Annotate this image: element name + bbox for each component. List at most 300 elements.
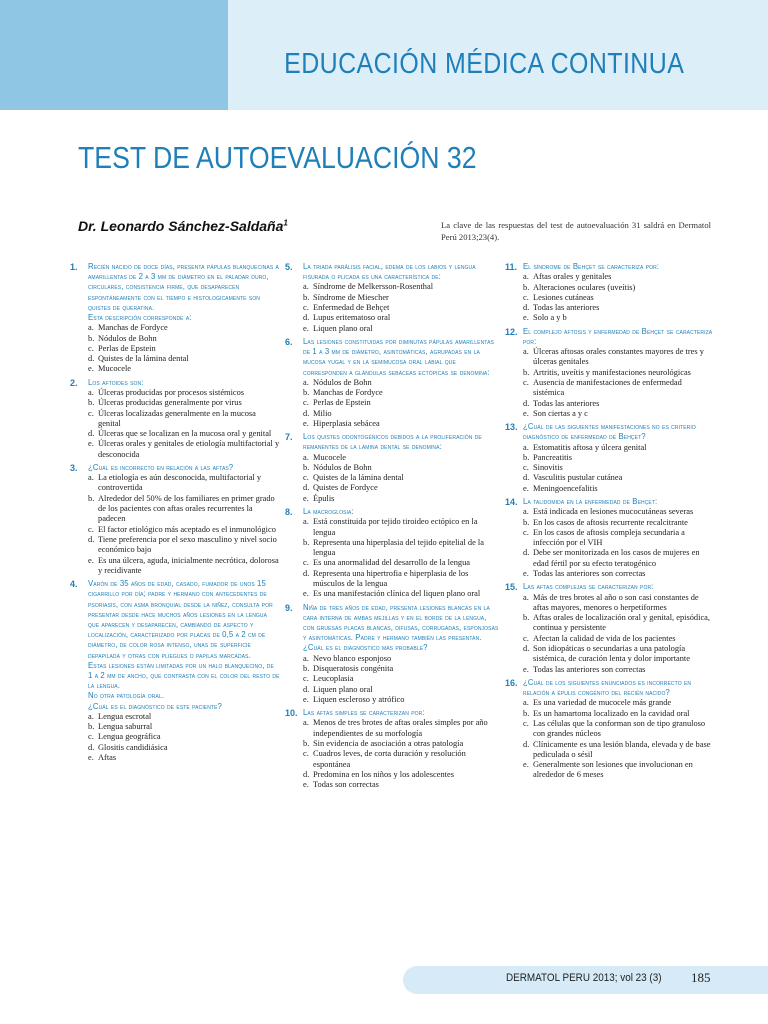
question-1 <box>70 262 280 375</box>
answer-option <box>505 644 715 665</box>
question-text <box>303 432 500 452</box>
option-letter: e. <box>303 323 309 333</box>
answer-option <box>505 453 715 463</box>
question-paragraph: ¿Cuál es incorrecto en relación a las aftas? <box>88 462 234 472</box>
option-text: Lengua geográfica <box>98 732 161 742</box>
question-6 <box>285 337 500 429</box>
question-11 <box>505 262 715 324</box>
answer-option <box>285 664 500 674</box>
question-text <box>523 262 715 272</box>
answer-option <box>285 558 500 568</box>
question-paragraph: ¿Cuál de los siguientes enunciados es incorrecto en relación a épulis congénito del recién nacido? <box>523 677 692 698</box>
answer-option <box>285 483 500 493</box>
option-text: Representa una hipertrofia e hiperplasia de los músculos de la lengua <box>313 568 469 589</box>
option-letter: c. <box>88 408 94 418</box>
option-text: Ausencia de manifestaciones de enfermedad sistémica <box>533 377 682 398</box>
option-letter: e. <box>303 493 309 503</box>
answer-option <box>505 613 715 634</box>
answer-option <box>70 525 280 535</box>
option-letter: c. <box>523 463 529 473</box>
question-paragraph: Los quistes odontogénicos debidos a la proliferación de remanentes de la lámina dental se denomina: <box>303 432 482 452</box>
option-text: El factor etiológico más aceptado es el inmunológico <box>98 524 276 534</box>
option-letter: c. <box>523 292 529 302</box>
question-header <box>70 579 280 712</box>
answer-option <box>505 569 715 579</box>
question-number: 3. <box>70 462 78 473</box>
answer-option <box>505 409 715 419</box>
option-text: Artritis, uveítis y manifestaciones neurológicas <box>533 367 691 377</box>
option-letter: d. <box>303 568 310 578</box>
answer-option <box>285 494 500 504</box>
option-text: Aftas orales y genitales <box>533 272 612 282</box>
question-header <box>285 262 500 282</box>
option-letter: c. <box>523 527 529 537</box>
option-text: Glositis candidiásica <box>98 742 168 752</box>
question-number: 2. <box>70 377 78 388</box>
question-text <box>303 507 500 517</box>
answer-option <box>70 344 280 354</box>
option-letter: a. <box>523 592 529 602</box>
option-letter: d. <box>88 429 95 439</box>
option-text: Liquen plano oral <box>313 684 373 694</box>
option-text: En los casos de aftosis recurrente recalcitrante <box>533 517 688 527</box>
question-15 <box>505 582 715 675</box>
option-letter: d. <box>303 769 310 779</box>
answer-option <box>70 354 280 364</box>
option-text: Todas las anteriores <box>533 303 600 313</box>
option-text: Milio <box>313 408 332 418</box>
option-text: Síndrome de Melkersson-Rosenthal <box>313 282 434 292</box>
question-text <box>523 678 715 698</box>
option-letter: e. <box>523 664 529 674</box>
option-text: Las células que la conforman son de tipo granuloso con grandes núcleos <box>533 718 706 739</box>
answer-option <box>505 593 715 614</box>
option-letter: c. <box>303 674 309 684</box>
question-number: 6. <box>285 336 293 347</box>
answer-option <box>285 398 500 408</box>
question-10 <box>285 708 500 790</box>
option-text: Lesiones cutáneas <box>533 292 594 302</box>
answer-option <box>70 398 280 408</box>
author-name <box>78 218 288 234</box>
question-text <box>88 463 280 473</box>
option-text: Enfermedad de Behçet <box>313 303 390 312</box>
question-header <box>505 582 715 592</box>
option-letter: d. <box>523 644 530 654</box>
option-text: Úlceras producidas generalmente por virus <box>98 398 242 408</box>
answer-option <box>505 518 715 528</box>
option-text: Estomatitis aftosa y úlcera genital <box>533 442 647 452</box>
option-text: Predomina en los niños y los adolescentes <box>313 769 454 779</box>
option-text: Perlas de Epstein <box>313 398 371 408</box>
option-letter: e. <box>88 752 94 762</box>
answer-option <box>285 517 500 538</box>
question-column-2 <box>285 262 500 793</box>
journal-citation: DERMATOL PERU 2013; vol 23 (3) <box>506 972 662 984</box>
answer-option <box>505 473 715 483</box>
option-letter: e. <box>303 589 309 599</box>
option-letter: e. <box>523 569 529 579</box>
answer-option <box>70 334 280 344</box>
question-paragraph: El complejo aftosis y enfermedad de Behçet se caracteriza por: <box>523 326 713 346</box>
option-letter: b. <box>523 282 530 292</box>
option-text: Quistes de la lámina dental <box>313 473 404 483</box>
option-text: Tiene preferencia por el sexo masculino y nivel socio económico bajo <box>98 534 277 555</box>
option-letter: d. <box>523 739 530 749</box>
option-letter: c. <box>303 303 309 312</box>
answer-option <box>505 698 715 708</box>
option-letter: b. <box>523 367 530 377</box>
author-affiliation-mark: 1 <box>283 218 288 228</box>
answer-option <box>285 453 500 463</box>
question-2 <box>70 378 280 460</box>
option-text: Disqueratosis congénita <box>313 663 394 673</box>
answer-option <box>70 439 280 460</box>
question-number: 10. <box>285 708 298 719</box>
option-letter: e. <box>303 780 309 790</box>
question-number: 9. <box>285 602 293 613</box>
option-letter: a. <box>523 507 529 517</box>
question-paragraph: La talidomida en la enfermedad de Behçet: <box>523 497 658 507</box>
option-text: Menos de tres brotes de aftas orales simples por año independientes de su morfología <box>313 718 488 738</box>
question-column-3 <box>505 262 715 784</box>
option-letter: a. <box>303 718 309 728</box>
option-letter: c. <box>303 558 309 568</box>
option-letter: c. <box>523 633 529 643</box>
option-text: Afectan la calidad de vida de los pacientes <box>533 633 676 643</box>
option-letter: e. <box>88 364 94 374</box>
question-header <box>505 678 715 698</box>
answer-option <box>505 709 715 719</box>
question-number: 16. <box>505 677 518 688</box>
answer-option <box>505 484 715 494</box>
question-text <box>523 497 715 507</box>
option-text: Úlceras localizadas generalmente en la mucosa genital <box>98 408 256 428</box>
answer-option <box>505 740 715 761</box>
answer-option <box>505 463 715 473</box>
option-text: Son idiopáticas o secundarias a una patología sistémica, de curación lenta y dolor importante <box>533 644 690 664</box>
option-letter: a. <box>523 698 529 708</box>
option-letter: c. <box>303 749 309 759</box>
option-letter: a. <box>88 323 94 333</box>
question-paragraph: La macroglosia: <box>303 507 354 517</box>
option-text: Generalmente son lesiones que involucionan en alrededor de 6 meses <box>533 760 693 780</box>
answer-option <box>285 770 500 780</box>
option-letter: d. <box>303 408 310 418</box>
answer-option <box>285 654 500 664</box>
option-text: Es un hamartoma localizado en la cavidad oral <box>533 708 690 718</box>
option-letter: e. <box>88 439 94 449</box>
option-letter: b. <box>303 292 310 302</box>
option-text: Liquen escleroso y atrófico <box>313 694 405 704</box>
footer-band <box>403 966 768 994</box>
answer-option <box>285 589 500 599</box>
question-header <box>285 708 500 718</box>
answer-option <box>285 313 500 323</box>
question-paragraph: La triada parálisis facial, edema de los labios y lengua fisurada o plicada es una característica de: <box>303 262 476 282</box>
option-text: Todas las anteriores son correctas <box>533 569 646 579</box>
option-letter: a. <box>523 272 529 282</box>
answer-option <box>285 780 500 790</box>
option-text: Nevo blanco esponjoso <box>313 653 392 663</box>
option-text: Leucoplasia <box>313 674 354 684</box>
answer-option <box>505 507 715 517</box>
option-letter: b. <box>303 388 310 397</box>
option-letter: a. <box>88 387 94 397</box>
answer-key-note: La clave de las respuestas del test de autoevaluación 31 saldrá en Dermatol Perú 2013;23(4). <box>441 220 711 242</box>
answer-option <box>505 443 715 453</box>
answer-option <box>505 378 715 399</box>
option-letter: c. <box>88 343 94 353</box>
option-text: Aftas <box>98 752 117 762</box>
option-letter: c. <box>88 732 94 742</box>
option-letter: d. <box>88 742 95 752</box>
option-letter: d. <box>88 354 95 364</box>
option-letter: a. <box>303 377 309 387</box>
header-band <box>0 0 768 110</box>
page-number: 185 <box>691 970 711 985</box>
option-letter: c. <box>303 473 309 483</box>
option-text: Todas son correctas <box>313 780 379 790</box>
option-text: Épulis <box>313 493 335 503</box>
question-paragraph: Niña de tres años de edad, presenta lesiones blancas en la cara interna de ambas mejillas y en el borde de la lengua, con gruesas placas blancas, difusas, corrugadas, esponjosas y asintomáticas. Padre y hermano también las presentan. ¿Cuál es el diagnóstico más probable? <box>303 602 499 653</box>
question-7 <box>285 432 500 504</box>
option-letter: b. <box>88 722 95 732</box>
question-text <box>303 708 500 718</box>
option-text: Hiperplasia sebácea <box>313 418 380 428</box>
question-number: 4. <box>70 579 78 590</box>
option-text: Síndrome de Miescher <box>313 292 389 302</box>
option-text: Lengua escrotal <box>98 711 152 721</box>
option-letter: c. <box>523 718 529 728</box>
option-text: Son ciertas a y c <box>533 408 588 418</box>
answer-option <box>505 760 715 781</box>
answer-option <box>285 419 500 429</box>
answer-option <box>505 303 715 313</box>
question-text <box>88 262 280 323</box>
option-text: Clínicamente es una lesión blanda, elevada y de base pediculada o sésil <box>533 739 711 759</box>
question-header <box>285 337 500 378</box>
option-letter: b. <box>303 663 310 673</box>
question-4 <box>70 579 280 763</box>
option-text: Alteraciones oculares (uveítis) <box>533 282 636 292</box>
option-text: Solo a y b <box>533 313 567 323</box>
option-text: Perlas de Epstein <box>98 343 156 353</box>
question-12 <box>505 327 715 419</box>
option-text: Úlceras producidas por procesos sistémicos <box>98 387 245 397</box>
answer-option <box>70 364 280 374</box>
answer-option <box>285 282 500 292</box>
option-letter: e. <box>303 694 309 704</box>
option-letter: e. <box>523 408 529 418</box>
option-letter: b. <box>523 452 530 462</box>
option-letter: e. <box>523 313 529 323</box>
answer-option <box>70 743 280 753</box>
question-header <box>505 497 715 507</box>
answer-option <box>70 556 280 577</box>
answer-option <box>70 473 280 494</box>
question-header <box>285 603 500 654</box>
option-letter: d. <box>303 313 310 323</box>
question-header <box>70 378 280 388</box>
answer-option <box>285 388 500 398</box>
question-text <box>523 327 715 347</box>
question-text <box>523 582 715 592</box>
question-number: 8. <box>285 507 293 518</box>
answer-option <box>70 429 280 439</box>
question-13 <box>505 422 715 494</box>
option-letter: a. <box>523 442 529 452</box>
question-number: 14. <box>505 497 518 508</box>
question-paragraph: Las lesiones constituidas por diminutas pápulas amarillentas de 1 a 3 mm de diámetro, asintomáticas, agrupadas en la mucosa yugal y en la semimucosa oral labial que corresponden a glándulas sebáceas ectópicas se denomina: <box>303 336 494 377</box>
question-text <box>88 579 280 712</box>
question-number: 5. <box>285 262 293 272</box>
option-text: En los casos de aftosis compleja secundaria a infección por el VIH <box>533 527 685 548</box>
option-text: Está indicada en lesiones mucocutáneas severas <box>533 507 694 517</box>
question-3 <box>70 463 280 576</box>
question-header <box>70 463 280 473</box>
option-text: Vasculitis pustular cutánea <box>533 473 623 483</box>
option-letter: d. <box>88 534 95 544</box>
option-text: Quistes de la lámina dental <box>98 354 189 364</box>
question-number: 11. <box>505 262 518 272</box>
option-text: Lupus eritematoso oral <box>313 313 391 323</box>
answer-option <box>505 347 715 368</box>
answer-option <box>285 463 500 473</box>
question-number: 15. <box>505 582 518 593</box>
option-text: Liquen plano oral <box>313 323 373 333</box>
option-letter: a. <box>523 347 529 357</box>
option-text: Manchas de Fordyce <box>313 388 383 397</box>
question-header <box>285 507 500 517</box>
answer-option <box>285 409 500 419</box>
option-text: Úlceras orales y genitales de etiología multifactorial y desconocida <box>98 439 280 459</box>
option-letter: b. <box>523 613 530 623</box>
option-letter: a. <box>303 282 309 292</box>
option-text: Sin evidencia de asociación a otras patología <box>313 738 464 748</box>
answer-option <box>285 293 500 303</box>
answer-option <box>505 528 715 549</box>
answer-option <box>505 548 715 569</box>
option-text: Sinovitis <box>533 463 563 473</box>
answer-option <box>505 665 715 675</box>
option-letter: d. <box>303 483 310 493</box>
option-text: Mucocele <box>98 364 132 374</box>
question-paragraph: Los aftoides son: <box>88 377 144 387</box>
option-text: Representa una hiperplasia del tejido epitelial de la lengua <box>313 537 484 558</box>
answer-option <box>285 569 500 590</box>
option-text: Nódulos de Bohn <box>313 377 372 387</box>
answer-option <box>70 712 280 722</box>
option-letter: e. <box>303 418 309 428</box>
answer-option <box>285 695 500 705</box>
answer-option <box>70 323 280 333</box>
question-paragraph: No otra patología oral. <box>88 691 165 701</box>
option-text: Es una úlcera, aguda, inicialmente necrótica, dolorosa y recidivante <box>98 555 279 575</box>
question-number: 13. <box>505 422 518 433</box>
question-number: 1. <box>70 262 78 272</box>
option-letter: d. <box>523 473 530 483</box>
option-letter: b. <box>88 398 95 408</box>
option-text: Alrededor del 50% de los familiares en primer grado de los pacientes con aftas orales recurrentes la padecen <box>98 493 275 524</box>
answer-option <box>505 368 715 378</box>
option-text: Nódulos de Bohn <box>313 462 372 472</box>
option-letter: b. <box>88 493 95 503</box>
answer-option <box>285 378 500 388</box>
option-letter: a. <box>303 653 309 663</box>
question-text <box>88 378 280 388</box>
option-text: Todas las anteriores son correctas <box>533 664 646 674</box>
option-letter: b. <box>303 462 310 472</box>
option-text: Es una anormalidad del desarrollo de la lengua <box>313 558 470 568</box>
answer-option <box>285 674 500 684</box>
header-accent-block <box>0 0 228 110</box>
option-letter: b. <box>303 738 310 748</box>
question-number: 7. <box>285 432 293 443</box>
answer-option <box>505 313 715 323</box>
question-paragraph: Las aftas complejas se caracterizan por: <box>523 582 654 592</box>
option-letter: e. <box>523 483 529 493</box>
section-title: EDUCACIÓN MÉDICA CONTINUA <box>283 48 684 80</box>
option-letter: b. <box>88 333 95 343</box>
option-letter: a. <box>303 452 309 462</box>
question-paragraph: Las aftas simples se caracterizan por: <box>303 708 425 718</box>
question-header <box>285 432 500 452</box>
answer-option <box>285 718 500 739</box>
author-name-text: Dr. Leonardo Sánchez-Saldaña <box>78 218 284 234</box>
option-text: Nódulos de Bohn <box>98 333 157 343</box>
option-letter: a. <box>303 517 309 527</box>
option-letter: b. <box>523 517 530 527</box>
question-5 <box>285 262 500 334</box>
question-column-1 <box>70 262 280 766</box>
answer-option <box>285 303 500 313</box>
option-text: Aftas orales de localización oral y genital, episódica, continua y persistente <box>533 613 710 633</box>
option-letter: c. <box>523 377 529 387</box>
option-letter: d. <box>523 303 530 313</box>
answer-option <box>505 399 715 409</box>
option-text: Debe ser monitorizada en los casos de mujeres en edad fértil por su efecto teratogénico <box>533 548 700 568</box>
answer-option <box>70 732 280 742</box>
answer-option <box>505 719 715 740</box>
answer-option <box>70 535 280 556</box>
question-paragraph: Esta descripción corresponde a: <box>88 313 192 323</box>
question-text <box>303 337 500 378</box>
option-text: Está constituida por tejido tiroideo ectópico en la lengua <box>313 517 478 537</box>
option-letter: e. <box>88 555 94 565</box>
option-letter: a. <box>88 473 94 483</box>
option-letter: c. <box>88 524 94 534</box>
answer-option <box>285 324 500 334</box>
option-text: Quistes de Fordyce <box>313 483 378 493</box>
option-text: Es una variedad de mucocele más grande <box>533 698 672 708</box>
option-text: Pancreatitis <box>533 452 573 462</box>
question-paragraph: ¿Cuál de las siguientes manifestaciones no es criterio diagnóstico de enfermedad de Behçet? <box>523 422 696 442</box>
answer-option <box>285 685 500 695</box>
question-paragraph: Recién nacido de doce días, presenta pápulas blanquecinas a amarillentas de 2 a 3 mm de diámetro en el paladar duro, circulares, consistencia firme, que desaparecen espontáneamente con el tiempo e histologicamente son quistes de queratina. <box>88 262 279 312</box>
option-letter: e. <box>523 760 529 770</box>
answer-option <box>70 409 280 430</box>
option-text: Meningoencefalitis <box>533 483 598 493</box>
option-letter: b. <box>303 537 310 547</box>
question-paragraph: El síndrome de Behçet se caracteriza por: <box>523 262 660 271</box>
option-letter: d. <box>303 684 310 694</box>
question-8 <box>285 507 500 600</box>
question-text <box>303 262 500 282</box>
option-text: Más de tres brotes al año o son casi constantes de aftas mayores, menores o herpetiformes <box>533 592 699 612</box>
answer-option <box>505 634 715 644</box>
answer-option <box>285 538 500 559</box>
